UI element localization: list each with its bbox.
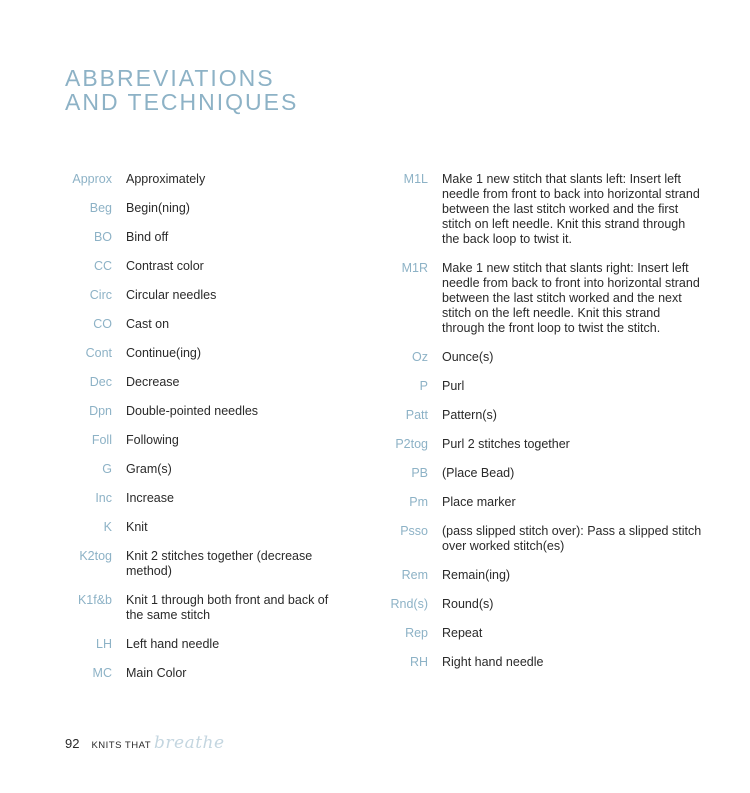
abbreviation-definition: Ounce(s) — [442, 350, 494, 364]
abbreviation-definition: (Place Bead) — [442, 466, 515, 480]
abbreviation-definition: Left hand needle — [126, 637, 220, 651]
abbreviation-entry — [60, 666, 350, 681]
abbreviation-term: Dec — [89, 375, 112, 389]
abbreviation-term: Patt — [405, 408, 428, 422]
abbreviation-entry — [60, 172, 350, 187]
abbreviation-definition: Following — [126, 433, 179, 447]
abbreviation-term: Cont — [85, 346, 112, 360]
abbreviation-entry — [60, 491, 350, 506]
abbreviation-entry — [375, 408, 705, 423]
right-abbreviation-column — [375, 172, 705, 684]
abbreviation-definition: Gram(s) — [126, 462, 172, 476]
abbreviation-term: Rep — [405, 626, 428, 640]
abbreviation-entry — [375, 626, 705, 641]
abbreviation-definition: Circular needles — [126, 288, 217, 302]
abbreviation-entry — [375, 466, 705, 481]
abbreviation-definition: Double-pointed needles — [126, 404, 259, 418]
abbreviation-term: BO — [93, 230, 112, 244]
abbreviation-definition: Pattern(s) — [442, 408, 497, 422]
abbreviation-term: K2tog — [79, 549, 112, 563]
abbreviation-term: Oz — [412, 350, 428, 364]
abbreviation-term: M1L — [403, 172, 428, 186]
abbreviation-term: Inc — [95, 491, 112, 505]
left-abbreviation-column — [60, 172, 350, 695]
abbreviation-definition: Knit — [126, 520, 148, 534]
abbreviation-definition: Decrease — [126, 375, 180, 389]
abbreviation-entry — [375, 655, 705, 670]
abbreviation-entry — [60, 433, 350, 448]
abbreviation-term: Beg — [89, 201, 112, 215]
abbreviation-term: G — [102, 462, 112, 476]
abbreviation-definition: Right hand needle — [442, 655, 544, 669]
abbreviation-entry — [60, 462, 350, 477]
abbreviation-definition: Purl 2 stitches together — [442, 437, 570, 451]
abbreviation-term: Dpn — [89, 404, 112, 418]
abbreviation-definition: Make 1 new stitch that slants left: Insert left needle from front to back into horizontal strand between the last stitch worked and the first stitch on left needle. Knit this strand through the back loop to twist it. — [442, 172, 700, 246]
abbreviation-entry — [60, 375, 350, 390]
abbreviation-term: CO — [93, 317, 112, 331]
abbreviation-entry — [375, 261, 705, 336]
page-title-line-1: ABBREVIATIONS — [65, 65, 275, 91]
abbreviation-term: Psso — [400, 524, 428, 538]
abbreviation-entry — [375, 597, 705, 612]
abbreviation-definition: Continue(ing) — [126, 346, 202, 360]
abbreviation-term: M1R — [401, 261, 428, 275]
abbreviation-entry — [375, 495, 705, 510]
page-title-line-2: AND TECHNIQUES — [65, 89, 299, 115]
abbreviation-entry — [60, 520, 350, 535]
abbreviation-entry — [60, 288, 350, 303]
abbreviation-definition: Cast on — [126, 317, 170, 331]
abbreviation-term: RH — [409, 655, 428, 669]
abbreviation-entry — [375, 379, 705, 394]
abbreviation-definition: Place marker — [442, 495, 516, 509]
abbreviation-term: K — [103, 520, 112, 534]
abbreviation-term: Rem — [401, 568, 428, 582]
abbreviation-term: P — [419, 379, 428, 393]
abbreviation-entry — [60, 404, 350, 419]
abbreviation-definition: Remain(ing) — [442, 568, 511, 582]
abbreviation-entry — [375, 437, 705, 452]
abbreviation-term: Circ — [89, 288, 112, 302]
abbreviation-definition: Begin(ning) — [126, 201, 190, 215]
abbreviation-definition: Main Color — [126, 666, 187, 680]
abbreviation-term: P2tog — [395, 437, 428, 451]
page-title — [65, 66, 298, 114]
book-title-script: breathe — [154, 733, 225, 753]
abbreviation-term: LH — [96, 637, 112, 651]
abbreviation-entry — [375, 172, 705, 247]
abbreviation-entry — [375, 524, 705, 554]
abbreviation-definition: Repeat — [442, 626, 483, 640]
abbreviation-entry — [60, 346, 350, 361]
abbreviation-term: Foll — [91, 433, 112, 447]
abbreviation-entry — [375, 350, 705, 365]
abbreviation-term: Pm — [409, 495, 428, 509]
abbreviation-definition: Contrast color — [126, 259, 204, 273]
abbreviation-term: CC — [93, 259, 112, 273]
abbreviation-definition: Purl — [442, 379, 465, 393]
abbreviation-definition: (pass slipped stitch over): Pass a slipped stitch over worked stitch(es) — [442, 524, 702, 553]
abbreviation-definition: Knit 2 stitches together (decrease method) — [126, 549, 313, 578]
abbreviation-definition: Increase — [126, 491, 174, 505]
abbreviation-term: MC — [92, 666, 112, 680]
abbreviation-definition: Knit 1 through both front and back of the same stitch — [126, 593, 329, 622]
abbreviation-definition: Bind off — [126, 230, 169, 244]
abbreviation-entry — [375, 568, 705, 583]
abbreviation-term: PB — [411, 466, 428, 480]
abbreviation-entry — [60, 317, 350, 332]
abbreviation-term: Approx — [72, 172, 112, 186]
abbreviation-entry — [60, 549, 350, 579]
abbreviation-entry — [60, 637, 350, 652]
page-footer — [65, 733, 225, 753]
abbreviation-definition: Round(s) — [442, 597, 494, 611]
abbreviation-term: Rnd(s) — [390, 597, 428, 611]
abbreviation-definition: Approximately — [126, 172, 206, 186]
abbreviation-entry — [60, 259, 350, 274]
abbreviation-entry — [60, 593, 350, 623]
book-title-plain: KNITS THAT — [91, 740, 152, 751]
abbreviation-entry — [60, 201, 350, 216]
abbreviation-term: K1f&b — [77, 593, 112, 607]
abbreviation-entry — [60, 230, 350, 245]
abbreviation-definition: Make 1 new stitch that slants right: Insert left needle from back to front into horizontal strand between the last stitch worked and the next stitch on the left needle. Knit this strand through the front loop to twist the stitch. — [442, 261, 700, 335]
page-number: 92 — [65, 736, 80, 751]
